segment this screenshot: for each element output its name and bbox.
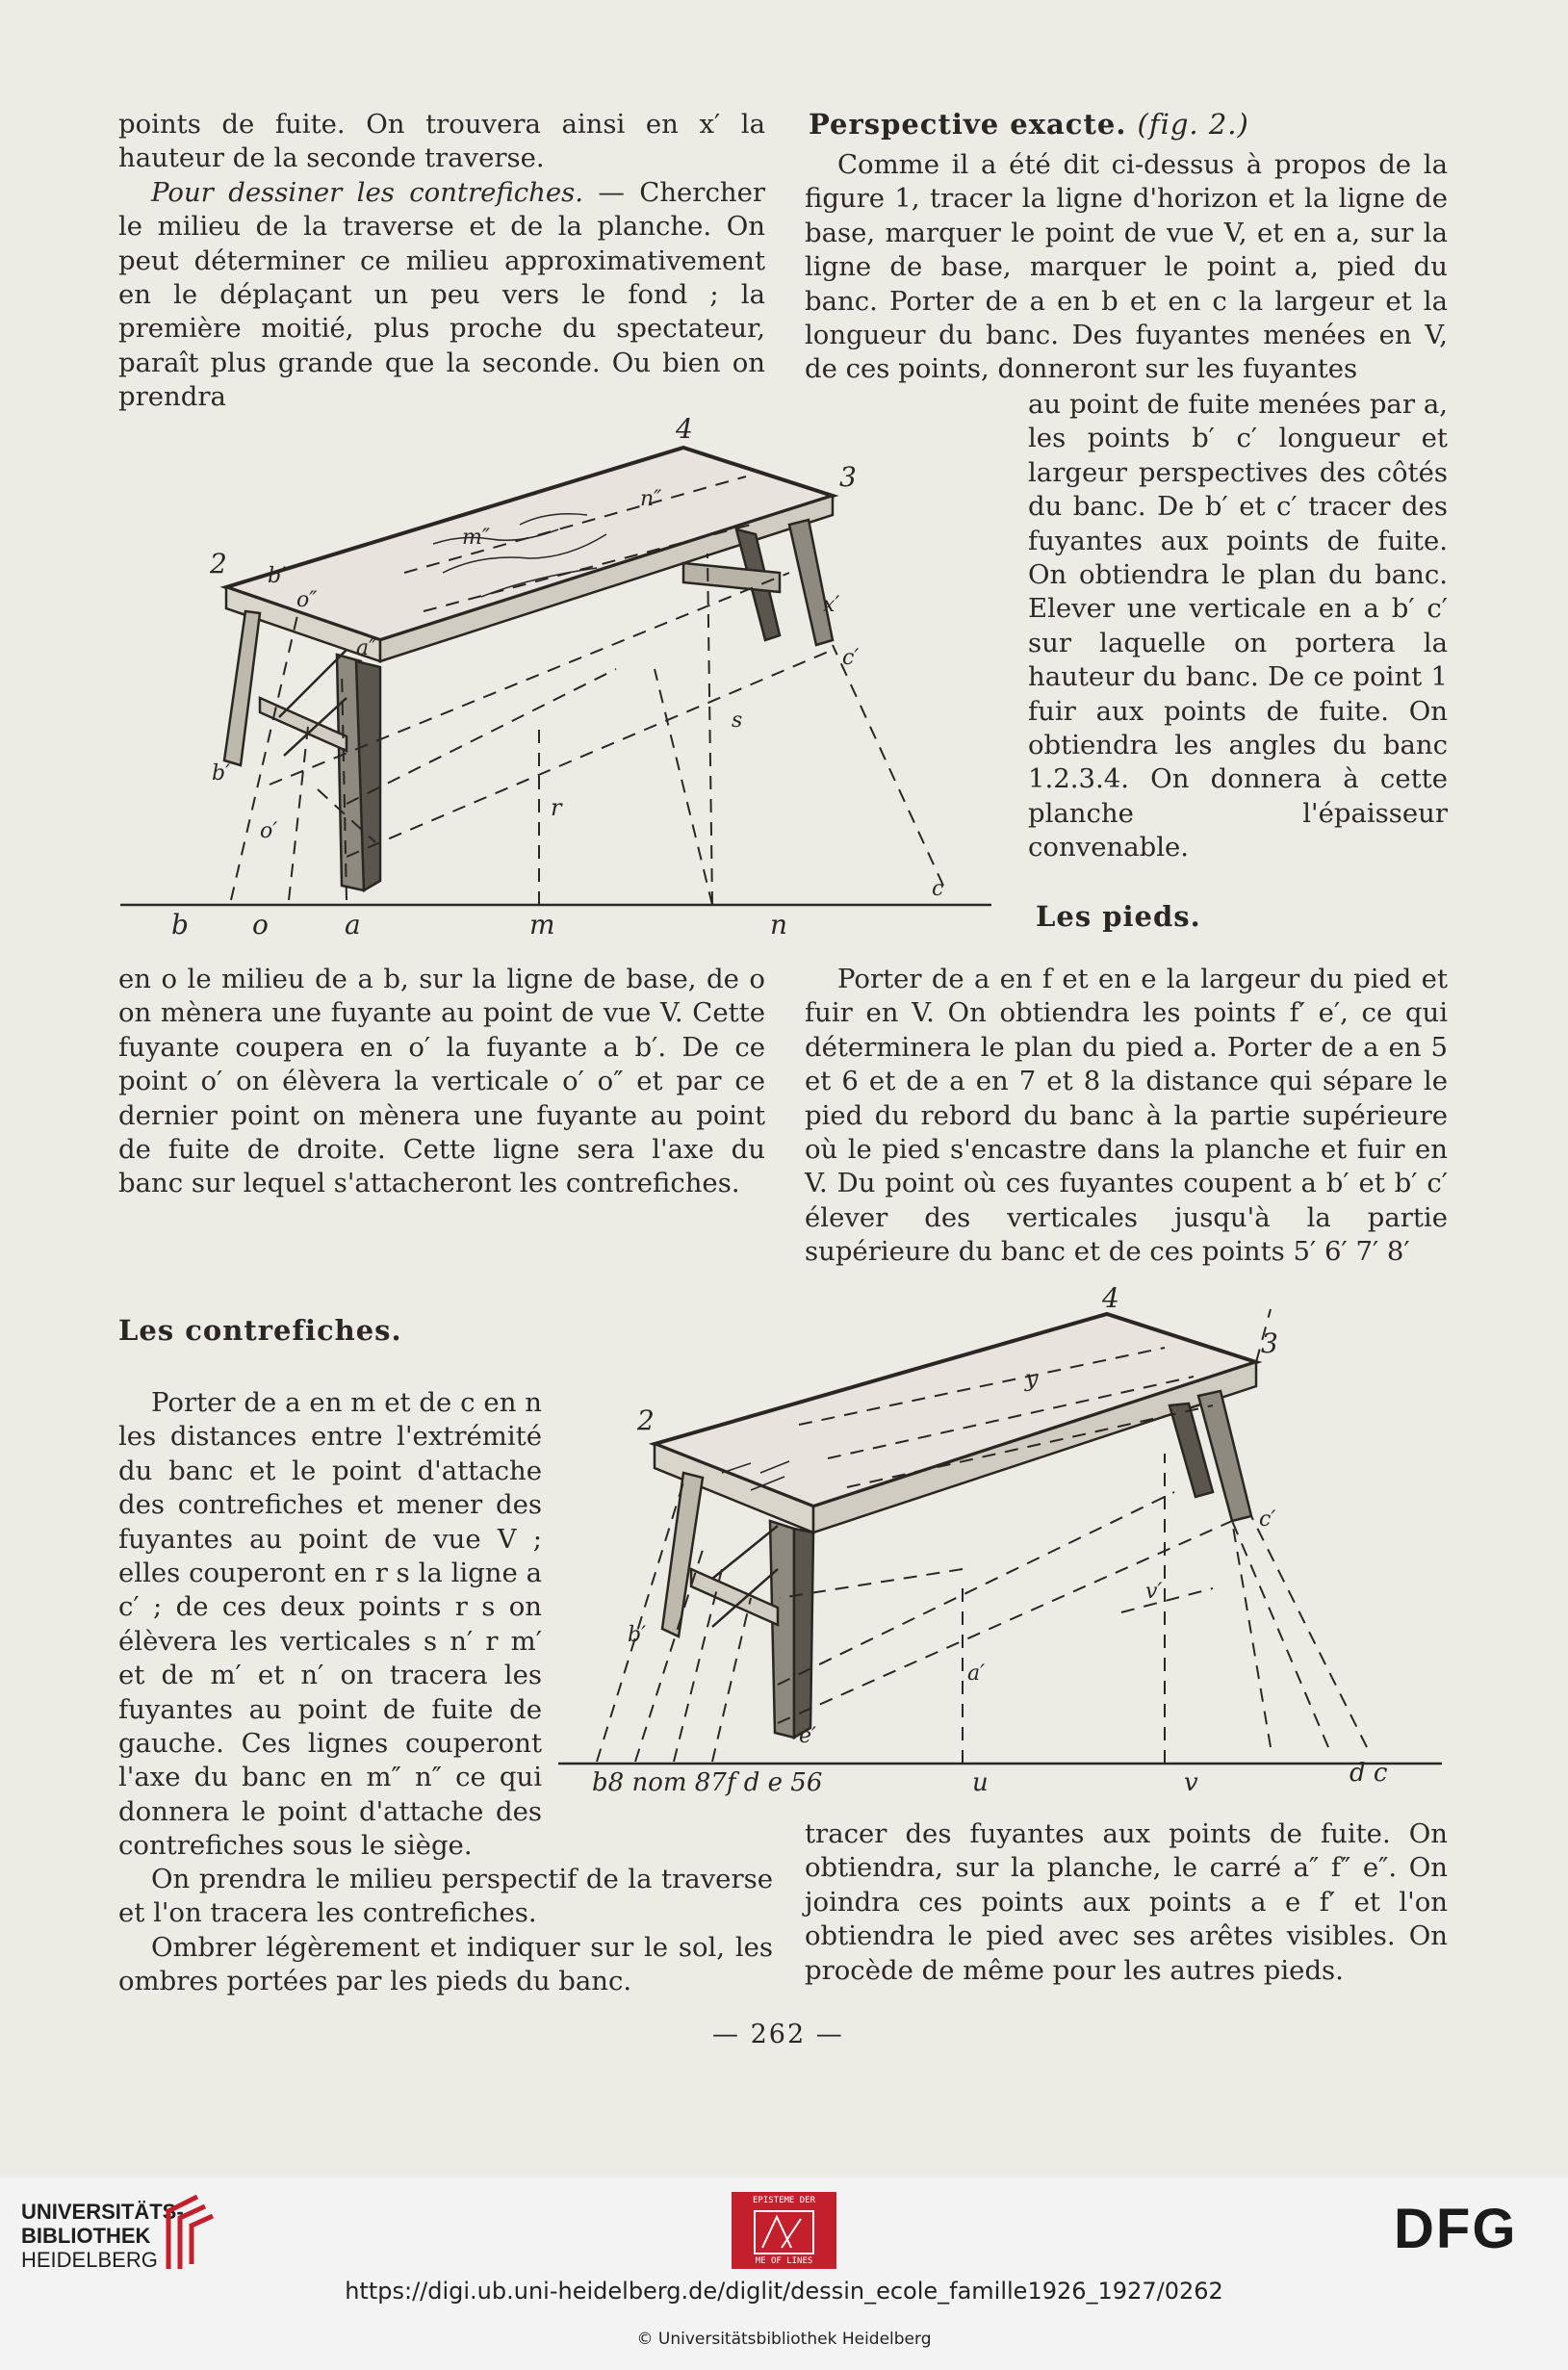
heading-les-pieds (1036, 900, 1201, 933)
fig1-label: c′ (842, 646, 860, 670)
heading-text: Les pieds. (1036, 900, 1201, 933)
fig2-label: y (1025, 1365, 1039, 1392)
paragraph: Ombrer légèrement et indiquer sur le sol, les ombres portées par les pieds du banc. (118, 1931, 773, 1997)
paragraph: Porter de a en m et de c en n les distances entre l'extrémité du banc et le point d'attache des contrefiches et mener des fuyantes au point de vue V ; elles couperont en r s la ligne a c′ ; de ces deux points r s on élèvera les verticales s n′ r m′ et de m′ et n′ on tracera les fuyantes au point de fuite de gauche. Ces lignes couperont l'axe du banc en m″ n″ ce qui donnera le point d'attache des contrefiches sous le siège. (118, 1387, 542, 1862)
permalink-url[interactable]: https://digi.ub.uni-heidelberg.de/diglit/dessin_ecole_famille1926_1927/0262 (345, 2278, 1223, 2305)
library-name-line: HEIDELBERG (21, 2248, 158, 2272)
fig2-base-labels: b8 nom 87f d e 56 (592, 1768, 823, 1797)
heading-perspective-exacte (809, 108, 1249, 141)
heading-fig-ref: (fig. 2.) (1137, 108, 1249, 141)
fig2-label: 2 (637, 1404, 655, 1436)
paragraph: en o le milieu de a b, sur la ligne de base, de o on mènera une fuyante au point de vue V. Cette fuyante coupera en o′ la fuyante a b′. De ce point o′ on élèvera la verticale o′ o″ et par ce dernier point on mènera une fuyante au point de fuite de droite. Cette ligne sera l'axe du banc sur lequel s'attacheront les contrefiches. (118, 964, 765, 1199)
paragraph: tracer des fuyantes aux points de fuite. On obtiendra, sur la planche, le carré a″ f″ e″. On joindra ces points aux points a e f′ et l'on obtiendra le pied avec ses arêtes visibles. On procède de même pour les autres pieds. (805, 1818, 1448, 1986)
fig2-label: c′ (1259, 1507, 1276, 1532)
fig2-label: e′ (799, 1724, 817, 1748)
fig1-label: b″ (268, 564, 290, 588)
copyright-notice: © Universitätsbibliothek Heidelberg (636, 2330, 932, 2349)
paragraph: On prendra le milieu perspectif de la traverse et l'on tracera les contrefiches. (118, 1864, 773, 1929)
col1-mid-text (118, 963, 765, 1201)
fig1-label: a″ (356, 636, 377, 660)
fig2-label: v′ (1145, 1580, 1163, 1604)
fig2-label: 4 (1102, 1282, 1119, 1314)
fig1-label: c (932, 877, 944, 901)
fig1-label: n″ (640, 487, 662, 511)
heading-text: Les contrefiches. (118, 1314, 402, 1347)
heading-les-contrefiches (118, 1314, 402, 1347)
fig1-label: m (529, 909, 555, 940)
figure-1-bench-drawing (116, 409, 1020, 948)
paragraph: au point de fuite menées par a, les points b′ c′ longueur et largeur perspectives des côtés du banc. De b′ et c′ tracer des fuyantes aux points de fuite. On obtiendra le plan du banc. Elever une verticale en a b′ c′ sur laquelle on portera la hauteur du banc. De ce point 1 fuir aux points de fuite. On obtiendra les angles du banc 1.2.3.4. On donnera à cette planche l'épaisseur convenable. (1028, 389, 1448, 863)
library-name-line: BIBLIOTHEK (21, 2224, 151, 2248)
fig1-label: x′ (823, 593, 840, 617)
fig2-label: u (972, 1768, 989, 1797)
project-logo-icon (753, 2209, 815, 2255)
figure-2-bench-drawing (558, 1280, 1453, 1819)
project-logo-bottom: ME OF LINES (755, 2256, 813, 2266)
paragraph: Porter de a en f et en e la largeur du pied et fuir en V. On obtiendra les points f′ e′, ce qui déterminera le plan du pied a. Porter de a en 5 et 6 et de a en 7 et 8 la distance qui sépare le pied du rebord du banc à la partie supérieure où le pied s'encastre dans la planche et fuir en V. Du point où ces fuyantes coupent a b′ et b′ c′ élever des verticales jusqu'à la partie supérieure du banc et de ces points 5′ 6′ 7′ 8′ (805, 964, 1448, 1268)
italic-lead: Pour dessiner les contrefiches. (151, 176, 583, 208)
paragraph (118, 176, 765, 415)
fig1-label: o (252, 909, 269, 940)
fig1-label: 2 (210, 548, 227, 580)
fig1-label: r (551, 794, 562, 821)
fig1-label: b′ (212, 761, 231, 786)
fig2-label: v (1184, 1768, 1198, 1797)
fig1-label: n (770, 909, 788, 940)
library-name-line: UNIVERSITÄTS- (21, 2200, 184, 2224)
col1-top-text (118, 108, 765, 415)
fig1-label: 3 (839, 461, 857, 493)
col1-bottom-text (118, 1386, 542, 1864)
fig1-label: 4 (676, 413, 693, 445)
page-number: — 262 — (712, 2020, 844, 2049)
heading-text: Perspective exacte. (809, 108, 1127, 141)
col2-bottom-text (805, 1817, 1448, 1988)
fig1-label: o′ (260, 819, 278, 843)
fig2-label: 3 (1261, 1327, 1278, 1359)
project-logo[interactable] (732, 2192, 836, 2269)
paragraph: points de fuite. On trouvera ainsi en x′ la hauteur de la seconde traverse. (118, 109, 765, 174)
paragraph-rest: — Chercher le milieu de la traverse et de la planche. On peut déterminer ce milieu approximativement en le déplaçant un peu vers le fond ; la première moitié, plus proche du spectateur, paraît plus grande que la seconde. Ou bien on prendra (118, 176, 765, 413)
col2-mid-text (805, 963, 1448, 1270)
fig1-label: s (732, 708, 743, 733)
fig2-label: d c (1350, 1759, 1388, 1788)
library-logo-icon (159, 2187, 217, 2274)
col2-top-text (805, 148, 1448, 387)
fig2-label: a′ (967, 1662, 986, 1686)
dfg-logo[interactable]: DFG (1394, 2198, 1518, 2260)
fig1-label: o″ (296, 588, 318, 612)
col1-bottom-text-2 (118, 1863, 773, 1999)
fig2-label: b′ (628, 1623, 647, 1647)
fig1-label: a (345, 909, 361, 940)
col2-top-cont (1028, 388, 1448, 865)
project-logo-top: EPISTEME DER (752, 2196, 816, 2205)
fig1-label: b (171, 909, 189, 940)
paragraph: Comme il a été dit ci-dessus à propos de la figure 1, tracer la ligne d'horizon et la ligne de base, marquer le point de vue V, et en a, sur la ligne de base, marquer le point a, pied du banc. Porter de a en b et en c la largeur et la longueur du banc. Des fuyantes menées en V, de ces points, donneront sur les fuyantes (805, 149, 1448, 385)
fig1-label: m″ (462, 526, 491, 550)
